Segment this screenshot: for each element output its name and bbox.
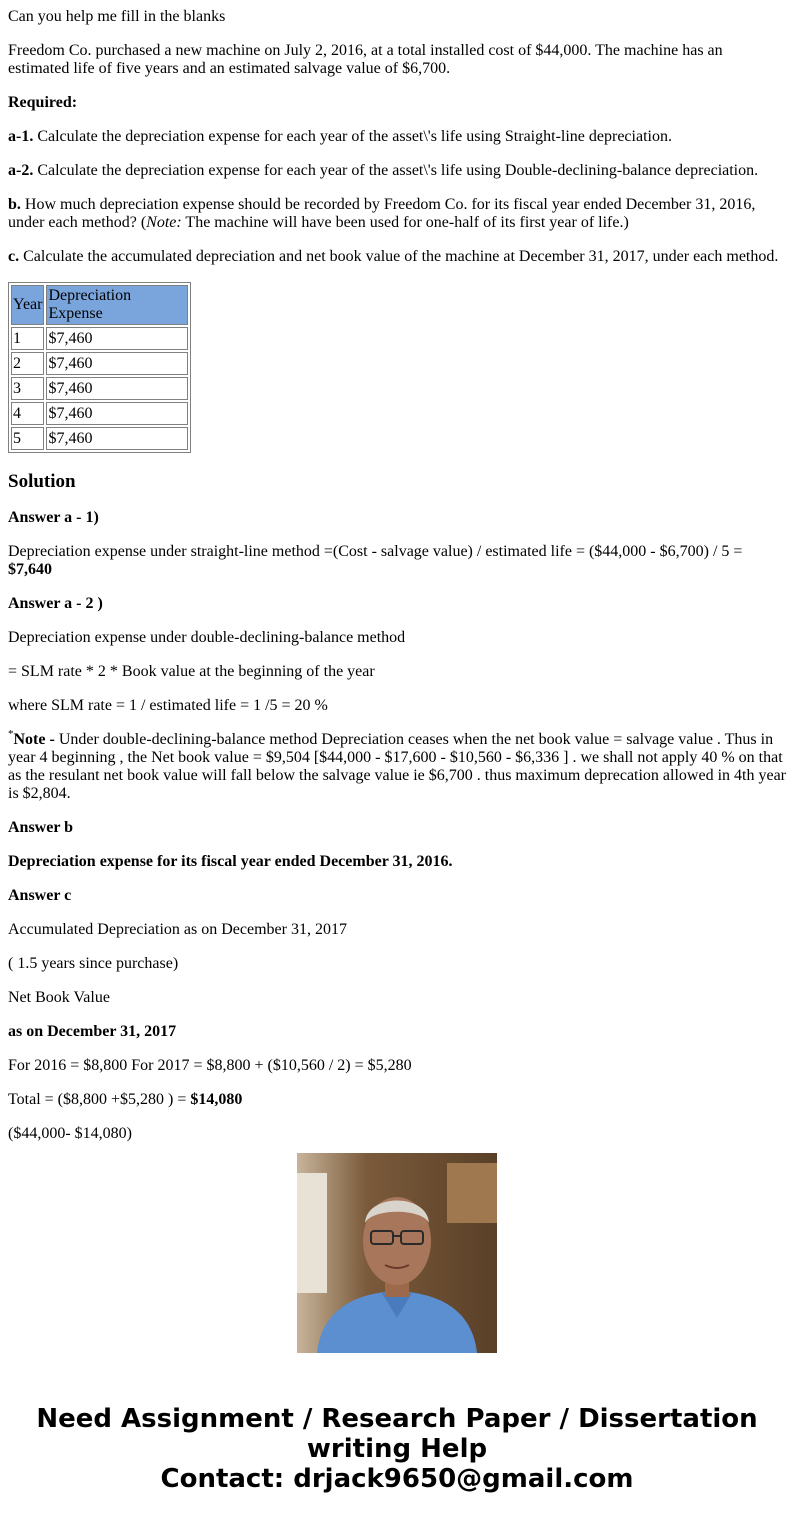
table-header-expense: Depreciation Expense: [46, 285, 188, 325]
answer-a1-text: Depreciation expense under straight-line method =(Cost - salvage value) / estimated life = ($44,000 - $6,700) / 5 = $7,640: [8, 543, 743, 578]
table-cell-expense: $7,460: [46, 377, 188, 400]
table-row: [11, 402, 188, 425]
answer-a1-heading: Answer a - 1): [8, 509, 99, 526]
table-row: [11, 377, 188, 400]
question-intro: Can you help me fill in the blanks: [8, 8, 226, 25]
table-cell-expense: $7,460: [46, 402, 188, 425]
table-cell-expense: $7,460: [46, 327, 188, 350]
answer-c-total: Total = ($8,800 +$5,280 ) = $14,080: [8, 1091, 243, 1108]
solution-title: Solution: [8, 471, 76, 492]
table-row: [11, 352, 188, 375]
promo-line-1: Need Assignment / Research Paper / Dissertation: [36, 1404, 758, 1434]
answer-a2-heading: Answer a - 2 ): [8, 595, 103, 612]
question-b: b. How much depreciation expense should be recorded by Freedom Co. for its fiscal year ended December 31, 2016, under each method? (Note: The machine will have been used for one-half of its first year of life.): [8, 196, 756, 231]
answer-c-heading: Answer c: [8, 887, 72, 904]
answer-c-line5: For 2016 = $8,800 For 2017 = $8,800 + ($10,560 / 2) = $5,280: [8, 1057, 412, 1074]
promo-contact[interactable]: Contact: drjack9650@gmail.com: [160, 1464, 634, 1494]
table-cell-year: 4: [11, 402, 44, 425]
answer-note: *Note - Under double-declining-balance method Depreciation ceases when the net book value = salvage value . Thus in year 4 beginning , the Net book value = $9,504 [$44,000 - $17,600 - $10,560 - $6,336 ] . we shall not apply 40 % on that as the resulant net book value will fall below the salvage value ie $6,700 . thus maximum deprecation allowed in 4th year is $2,804.: [8, 728, 786, 802]
answer-a2-line3: where SLM rate = 1 / estimated life = 1 /5 = 20 %: [8, 697, 328, 714]
table-row: [11, 327, 188, 350]
answer-b-subheading: Depreciation expense for its fiscal year ended December 31, 2016.: [8, 853, 453, 870]
promo-line-2: writing Help: [306, 1434, 488, 1464]
answer-c-line3: Net Book Value: [8, 989, 110, 1006]
table-row: [11, 427, 188, 450]
depreciation-table: [8, 282, 191, 453]
table-header-year: Year: [11, 285, 44, 325]
answer-b-heading: Answer b: [8, 819, 74, 836]
table-cell-year: 2: [11, 352, 44, 375]
person-portrait-icon: [297, 1153, 497, 1353]
table-cell-year: 5: [11, 427, 44, 450]
answer-c-line2: ( 1.5 years since purchase): [8, 955, 179, 972]
answer-c-nbv: ($44,000- $14,080): [8, 1125, 132, 1142]
answer-a2-line2: = SLM rate * 2 * Book value at the beginning of the year: [8, 663, 375, 680]
answer-c-line1: Accumulated Depreciation as on December 31, 2017: [8, 921, 347, 938]
answer-c-line4: as on December 31, 2017: [8, 1023, 177, 1040]
table-cell-expense: $7,460: [46, 352, 188, 375]
table-cell-expense: $7,460: [46, 427, 188, 450]
document-content: [8, 0, 786, 1142]
question-c: c. Calculate the accumulated depreciation and net book value of the machine at December 31, 2017, under each method.: [8, 248, 779, 265]
table-header-row: [11, 285, 188, 325]
table-cell-year: 3: [11, 377, 44, 400]
required-label: Required:: [8, 94, 78, 111]
answer-a2-line1: Depreciation expense under double-declining-balance method: [8, 629, 406, 646]
question-scenario: Freedom Co. purchased a new machine on July 2, 2016, at a total installed cost of $44,000. The machine has an estimated life of five years and an estimated salvage value of $6,700.: [8, 42, 723, 77]
question-a2: a-2. Calculate the depreciation expense for each year of the asset\'s life using Double-declining-balance depreciation.: [8, 162, 759, 179]
author-photo: [297, 1153, 497, 1353]
table-cell-year: 1: [11, 327, 44, 350]
question-a1: a-1. Calculate the depreciation expense for each year of the asset\'s life using Straight-line depreciation.: [8, 128, 672, 145]
promo-banner: [0, 1404, 794, 1494]
